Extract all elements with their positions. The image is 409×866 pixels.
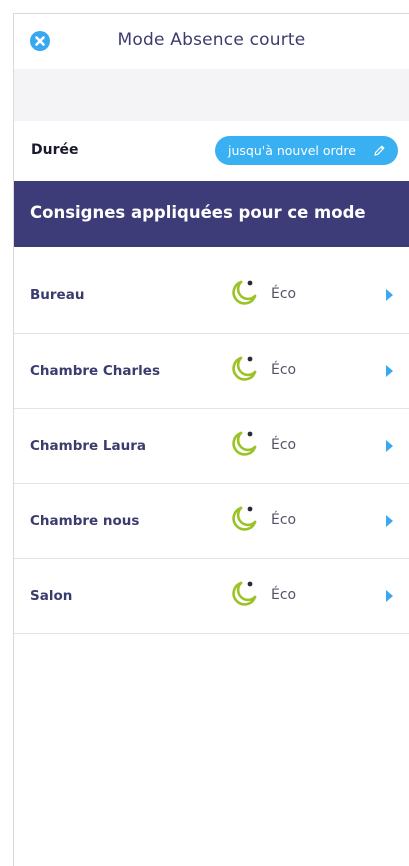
mode-label: Éco xyxy=(271,286,297,302)
moon-icon xyxy=(228,277,258,307)
room-name: Chambre nous xyxy=(30,513,140,529)
mode-label: Éco xyxy=(271,512,297,528)
room-name: Salon xyxy=(30,588,73,604)
duration-edit-button[interactable] xyxy=(215,136,398,165)
chevron-right-icon xyxy=(386,365,393,377)
duration-label: Durée xyxy=(31,142,79,158)
mode-label: Éco xyxy=(271,437,297,453)
header xyxy=(14,14,409,69)
room-row-bureau[interactable] xyxy=(14,258,409,334)
room-name: Chambre Charles xyxy=(30,363,160,379)
room-row-chambre-charles[interactable] xyxy=(14,334,409,409)
moon-icon xyxy=(228,353,258,383)
mode-label: Éco xyxy=(271,587,297,603)
moon-icon xyxy=(228,503,258,533)
moon-icon xyxy=(228,428,258,458)
chevron-right-icon xyxy=(386,515,393,527)
duration-row xyxy=(14,121,409,181)
chevron-right-icon xyxy=(386,590,393,602)
room-row-chambre-laura[interactable] xyxy=(14,409,409,484)
duration-value: jusqu'à nouvel ordre xyxy=(228,143,356,158)
chevron-right-icon xyxy=(386,289,393,301)
page-title: Mode Absence courte xyxy=(117,30,306,50)
room-list xyxy=(14,258,409,634)
mode-label: Éco xyxy=(271,362,297,378)
room-row-chambre-nous[interactable] xyxy=(14,484,409,559)
section-header xyxy=(14,181,409,247)
section-title: Consignes appliquées pour ce mode xyxy=(30,203,366,222)
room-name: Bureau xyxy=(30,287,85,303)
moon-icon xyxy=(228,578,258,608)
spacer-band xyxy=(14,69,409,121)
chevron-right-icon xyxy=(386,440,393,452)
room-row-salon[interactable] xyxy=(14,559,409,634)
mode-panel xyxy=(13,13,409,866)
room-name: Chambre Laura xyxy=(30,438,146,454)
pencil-icon xyxy=(373,144,386,157)
